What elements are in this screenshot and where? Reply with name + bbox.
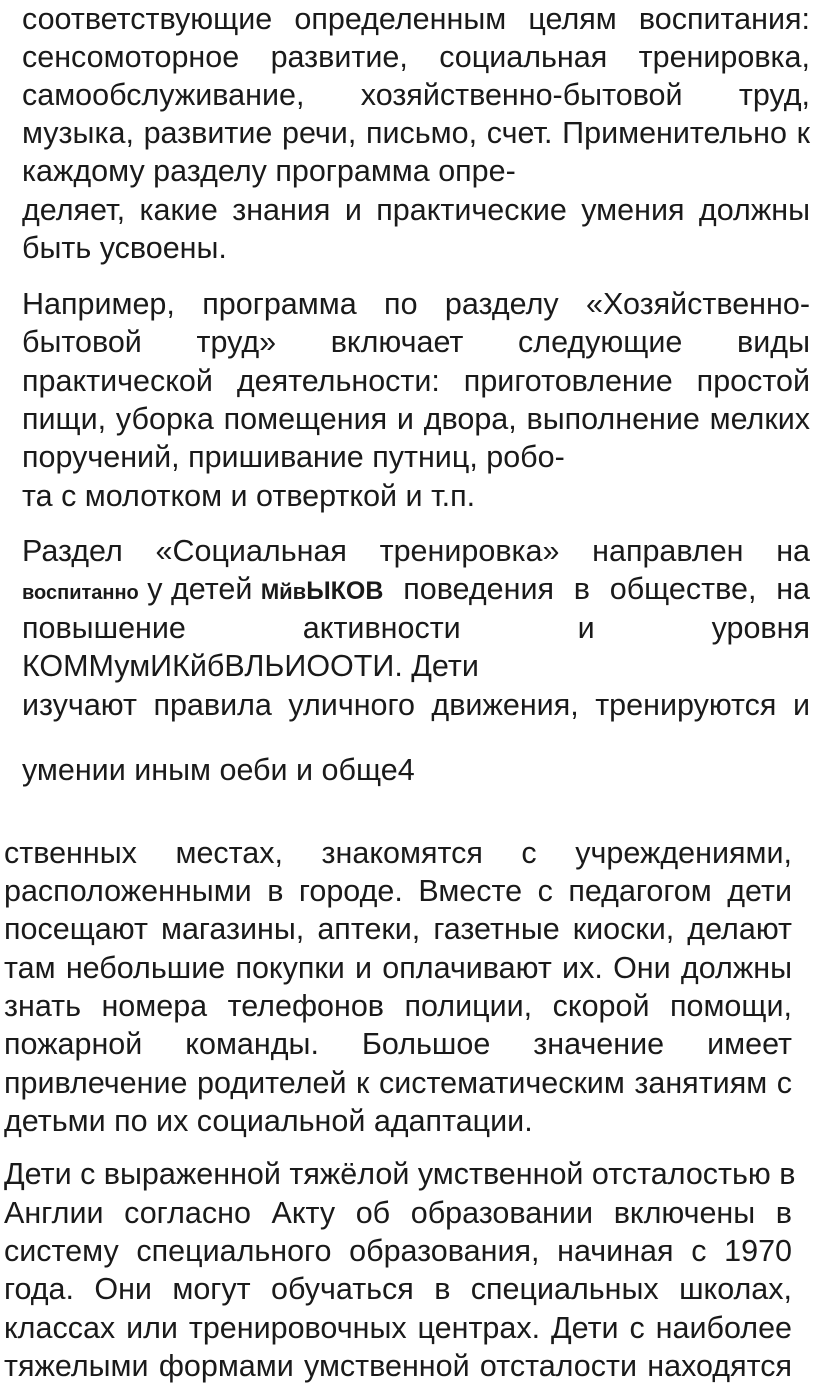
- text-fragment: Мйв: [260, 579, 307, 604]
- text-line: музыка, развитие речи, письмо, счет. Применительно к: [22, 116, 810, 150]
- text-line: тяжелыми формами умственной отсталости находятся: [4, 1349, 792, 1383]
- text-line: пищи, уборка помещения и двора, выполнение мелких: [22, 402, 810, 436]
- text-line: посещают магазины, аптеки, газетные киоски, делают: [4, 912, 792, 946]
- text-fragment: ЫКОВ: [306, 577, 384, 605]
- text-line: систему специального образования, начиная с 1970: [4, 1234, 792, 1268]
- text-line: практической деятельности: приготовление простой: [22, 364, 810, 398]
- text-line: расположенными в городе. Вместе с педагогом дети: [4, 874, 792, 908]
- text-line: Раздел «Социальная тренировка» направлен на: [22, 534, 810, 568]
- text-line: каждому разделу программа опре-: [22, 154, 516, 188]
- text-fragment: у детей: [138, 572, 261, 606]
- text-line: Например, программа по разделу «Хозяйственно-: [22, 287, 810, 321]
- text-line: умении иным оеби и обще4: [22, 753, 415, 787]
- text-line: привлечение родителей к систематическим занятиям с: [4, 1066, 792, 1100]
- text-line: быть усвоены.: [22, 231, 227, 265]
- text-line: соответствующие определенным целям воспитания:: [22, 2, 810, 36]
- text-line: детьми по их социальной адаптации.: [4, 1104, 533, 1138]
- text-line: та с молотком и отверткой и т.п.: [22, 479, 476, 513]
- text-line: КОММумИКйбВЛЬИООТИ. Дети: [22, 649, 479, 683]
- text-fragment: воспитанно: [22, 582, 139, 604]
- text-line: поручений, пришивание путниц, робо-: [22, 440, 565, 474]
- text-line: самообслуживание, хозяйственно-бытовой труд,: [22, 78, 810, 112]
- text-line: Дети с выраженной тяжёлой умственной отсталостью в: [4, 1157, 796, 1191]
- text-line: знать номера телефонов полиции, скорой помощи,: [4, 989, 792, 1023]
- text-line: ственных местах, знакомятся с учреждениями,: [4, 836, 792, 870]
- text-line: изучают правила уличного движения, тренируются и: [22, 688, 810, 722]
- text-line: там небольшие покупки и оплачивают их. Они должны: [4, 951, 792, 985]
- text-line: пожарной команды. Большое значение имеет: [4, 1027, 792, 1061]
- text-line-mixed: [22, 570, 810, 608]
- text-fragment: поведения в обществе, на: [383, 572, 810, 606]
- text-line: повышение активности и уровня: [22, 611, 810, 645]
- text-line: года. Они могут обучаться в специальных школах,: [4, 1272, 792, 1306]
- text-line: сенсомоторное развитие, социальная тренировка,: [22, 40, 810, 74]
- text-line: бытовой труд» включает следующие виды: [22, 325, 810, 359]
- text-line: классах или тренировочных центрах. Дети с наиболее: [4, 1311, 792, 1345]
- text-line: деляет, какие знания и практические умения должны: [22, 193, 810, 227]
- text-line: Англии согласно Акту об образовании включены в: [4, 1196, 792, 1230]
